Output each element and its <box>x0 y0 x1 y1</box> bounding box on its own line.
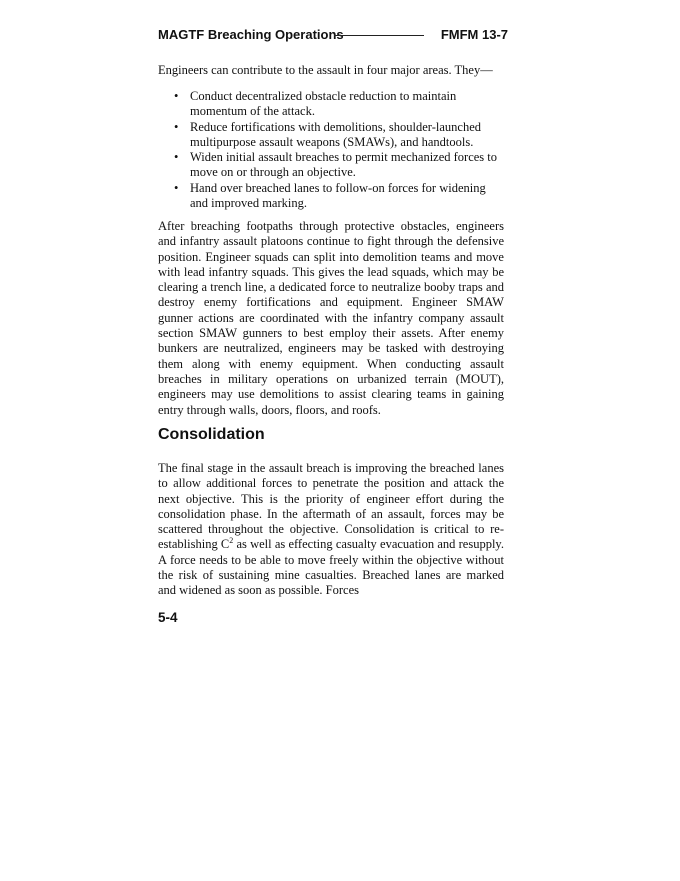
list-item: • Conduct decentralized obstacle reduction to maintain momentum of the attack. <box>174 89 457 119</box>
bullet-icon: • <box>174 150 179 165</box>
bullet-list <box>158 89 504 211</box>
bullet-icon: • <box>174 180 179 195</box>
running-header <box>158 24 508 46</box>
header-title: MAGTF Breaching Operations <box>158 27 344 42</box>
superscript: 2 <box>229 536 234 546</box>
page-number: 5-4 <box>158 610 178 625</box>
body-paragraph: After breaching footpaths through protective obstacles, engineers and infantry assault platoons continue to fight through the defensive position. Engineer squads can split into demolition teams and move with lead infantry squads. This gives the lead squads, which may be clearing a trench line, a dedicated force to neutralize booby traps and destroy enemy fortifications and equipment. Engineer SMAW gunner actions are coordinated with the infantry company assault section SMAW gunners to best employ their assets. After enemy bunkers are neutralized, engineers may be tasked with destroying them along with enemy equipment. When conducting assault breaches in military operations on urbanized terrain (MOUT), engineers may use demolitions to assist clearing teams in gaining entry through walls, doors, floors, and roofs. <box>158 219 504 417</box>
header-manual-id: FMFM 13-7 <box>440 27 508 42</box>
list-item: • Reduce fortifications with demolitions, shoulder-launched multipurpose assault weapons (SMAWs), and handtools. <box>174 119 481 149</box>
list-item: • Hand over breached lanes to follow-on forces for widening and improved marking. <box>174 180 486 211</box>
intro-paragraph: Engineers can contribute to the assault in four major areas. They— <box>158 63 493 77</box>
section-heading: Consolidation <box>158 426 265 443</box>
list-item: • Widen initial assault breaches to permit mechanized forces to move on or through an objective. <box>174 150 498 180</box>
bullet-icon: • <box>174 119 179 134</box>
bullet-icon: • <box>174 89 179 103</box>
consolidation-paragraph: The final stage in the assault breach is improving the breached lanes to allow additional forces to penetrate the position and attack the next objective. This is the priority of engineer effort during the consolidation phase. In the aftermath of an assault, forces may be scattered throughout the objective. Consolidation is critical to re-establishing $C^2$ as well as effecting casualty evacuation and resupply. A force needs to be able to move freely within the objective without the risk of sustaining mine casualties. Breached lanes are marked and widened as soon as possible. Forces <box>158 461 504 598</box>
header-rule <box>334 35 424 36</box>
